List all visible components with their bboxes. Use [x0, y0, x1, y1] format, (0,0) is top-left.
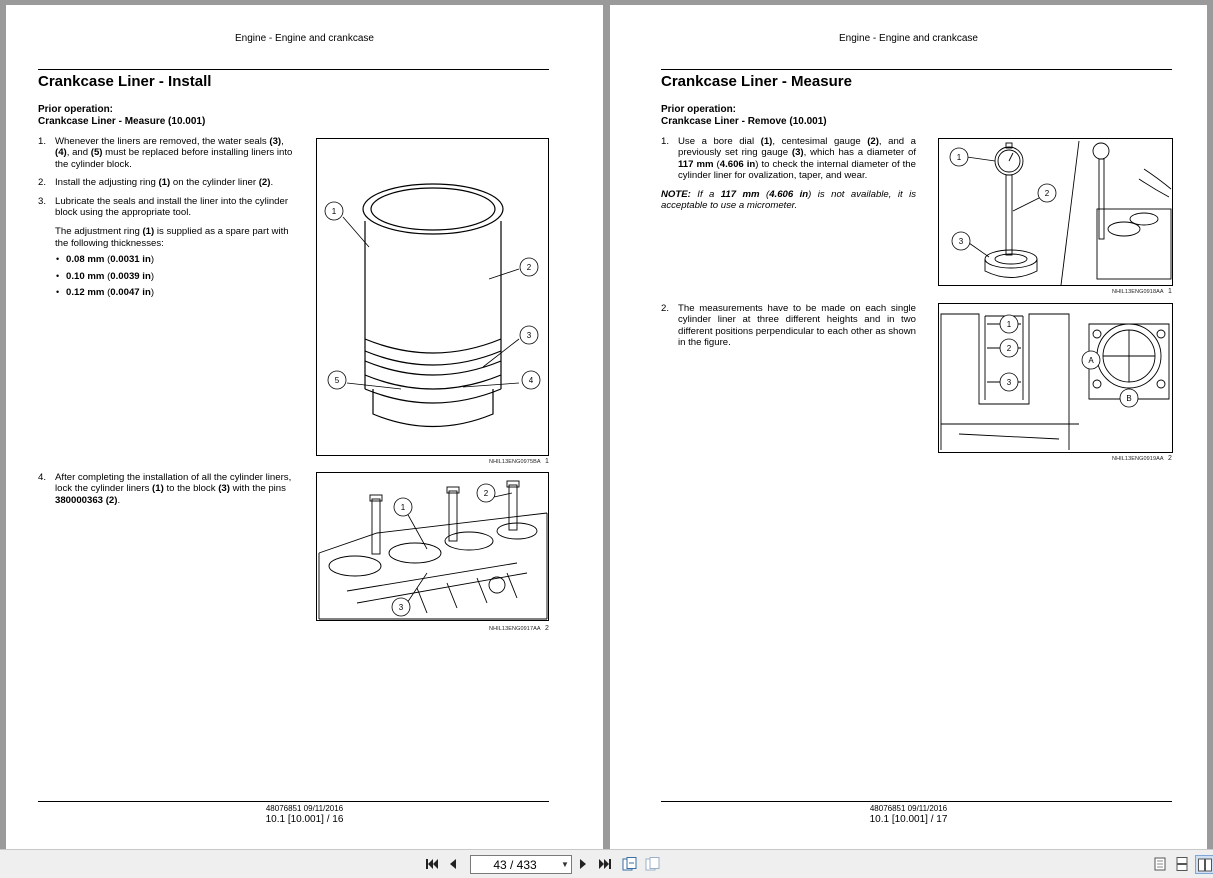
- step-1: 1. Use a bore dial (1), centesimal gauge (2), and a previously set ring gauge (3), which has a diameter of 117 mm (4.606 in) to check the internal diameter of the cylinder liner for ovalization, taper, and wear.: [661, 136, 917, 182]
- step-3: 3. Lubricate the seals and install the liner into the cylinder block using the appropriate tool. The adjustment ring (1) is supplied as a spare part with the following thicknesses: • 0.08 mm (0.0031 in) • 0.10 mm (0.0039 in) • 0.12 mm (0.0047 in): [38, 196, 296, 299]
- prior-label: Prior operation:: [38, 104, 114, 115]
- two-page-icon: [1198, 858, 1212, 872]
- step-4: 4. After completing the installation of all the cylinder liners, lock the cylinder liners (1) to the block (3) with the pins 380000363 (2).: [38, 472, 292, 506]
- figure-code: NHIL13ENG0975BA: [489, 459, 541, 465]
- footer-doc: 48076851 09/11/2016: [265, 804, 344, 813]
- section-title: Crankcase Liner - Measure: [661, 73, 852, 90]
- callout-5: 5: [334, 376, 340, 385]
- steps-list-2: [661, 303, 916, 356]
- step-2: 2. The measurements have to be made on each single cylinder liner at three different heights and in two different positions perpendicular to each other as shown in the figure.: [661, 303, 916, 349]
- section-title: Crankcase Liner - Install: [38, 73, 212, 90]
- figure-code: NHIL13ENG0917AA: [489, 626, 541, 632]
- next-page-icon: [578, 858, 588, 870]
- first-page-icon: [425, 858, 439, 870]
- go-back-button[interactable]: [621, 856, 639, 872]
- viewer-toolbar: [0, 849, 1213, 878]
- figure-measurement-positions: [938, 303, 1173, 453]
- figure-code: NHIL13ENG0918AA: [1112, 289, 1164, 295]
- steps-list: [661, 136, 916, 211]
- prior-operation: [38, 104, 205, 127]
- thickness-item: • 0.08 mm (0.0031 in): [55, 254, 296, 265]
- previous-page-icon: [448, 858, 458, 870]
- footer-page: 10.1 [10.001] / 17: [869, 814, 948, 825]
- page-header: Engine - Engine and crankcase: [235, 33, 374, 44]
- steps-list-2: [38, 472, 296, 513]
- callout-3: 3: [526, 331, 532, 340]
- thickness-item: • 0.12 mm (0.0047 in): [55, 287, 296, 298]
- callout-2: 2: [483, 489, 489, 498]
- previous-page-button[interactable]: [446, 856, 460, 872]
- engine-block-illustration: [317, 473, 548, 620]
- page-indicator: 43 / 433: [493, 857, 537, 872]
- last-page-button[interactable]: [597, 856, 613, 872]
- last-page-icon: [598, 858, 612, 870]
- footer-page: 10.1 [10.001] / 16: [265, 814, 344, 825]
- chevron-down-icon: ▼: [561, 860, 569, 869]
- figure-number: 1: [1168, 288, 1172, 295]
- footer-rule: [38, 801, 549, 802]
- step-3-note: The adjustment ring (1) is supplied as a spare part with the following thicknesses:: [55, 226, 289, 249]
- figure-number: 2: [1168, 455, 1172, 462]
- first-page-button[interactable]: [424, 856, 440, 872]
- callout-1: 1: [1006, 320, 1012, 329]
- left-page: [6, 5, 603, 849]
- prior-link[interactable]: Crankcase Liner - Remove (10.001): [661, 115, 827, 127]
- figure-number: 2: [545, 625, 549, 632]
- prior-label: Prior operation:: [661, 104, 737, 115]
- header-rule: [38, 69, 549, 70]
- bore-dial-illustration: [939, 139, 1172, 285]
- two-page-view-button[interactable]: [1195, 855, 1213, 874]
- cylinder-liner-illustration: [317, 139, 548, 455]
- callout-1: 1: [331, 207, 337, 216]
- figure-number: 1: [545, 458, 549, 465]
- callout-2: 2: [1044, 189, 1050, 198]
- figure-bore-dial: [938, 138, 1173, 286]
- header-rule: [661, 69, 1172, 70]
- callout-b: B: [1126, 394, 1132, 403]
- go-back-icon: [622, 857, 638, 871]
- step-2: 2. Install the adjusting ring (1) on the cylinder liner (2).: [38, 177, 274, 189]
- thickness-item: • 0.10 mm (0.0039 in): [55, 271, 296, 282]
- next-page-button[interactable]: [576, 856, 590, 872]
- note: NOTE: If a 117 mm (4.606 in) is not available, it is acceptable to use a micrometer.: [661, 188, 916, 212]
- callout-2: 2: [526, 263, 532, 272]
- right-page: [610, 5, 1207, 849]
- footer-rule: [661, 801, 1172, 802]
- continuous-page-icon: [1176, 857, 1188, 871]
- callout-3: 3: [398, 603, 404, 612]
- prior-link[interactable]: Crankcase Liner - Measure (10.001): [38, 115, 206, 127]
- callout-a: A: [1088, 356, 1094, 365]
- page-selector[interactable]: [470, 855, 572, 874]
- measurement-positions-illustration: [939, 304, 1172, 452]
- callout-4: 4: [528, 376, 534, 385]
- figure-engine-block: [316, 472, 549, 621]
- prior-operation: [661, 104, 827, 127]
- callout-1: 1: [956, 153, 962, 162]
- callout-1: 1: [400, 503, 406, 512]
- callout-2: 2: [1006, 344, 1012, 353]
- callout-3: 3: [1006, 378, 1012, 387]
- figure-code: NHIL13ENG0919AA: [1112, 456, 1164, 462]
- go-forward-icon: [645, 857, 661, 871]
- single-page-view-button[interactable]: [1152, 856, 1168, 872]
- footer-doc: 48076851 09/11/2016: [869, 804, 948, 813]
- page-header: Engine - Engine and crankcase: [839, 33, 978, 44]
- callout-3: 3: [958, 237, 964, 246]
- figure-cylinder-liner: [316, 138, 549, 456]
- go-forward-button[interactable]: [644, 856, 662, 872]
- steps-list: [38, 136, 296, 305]
- continuous-view-button[interactable]: [1174, 856, 1190, 872]
- step-1: 1. Whenever the liners are removed, the water seals (3), (4), and (5) must be replaced before installing liners into the cylinder block.: [38, 136, 293, 170]
- single-page-icon: [1154, 857, 1166, 871]
